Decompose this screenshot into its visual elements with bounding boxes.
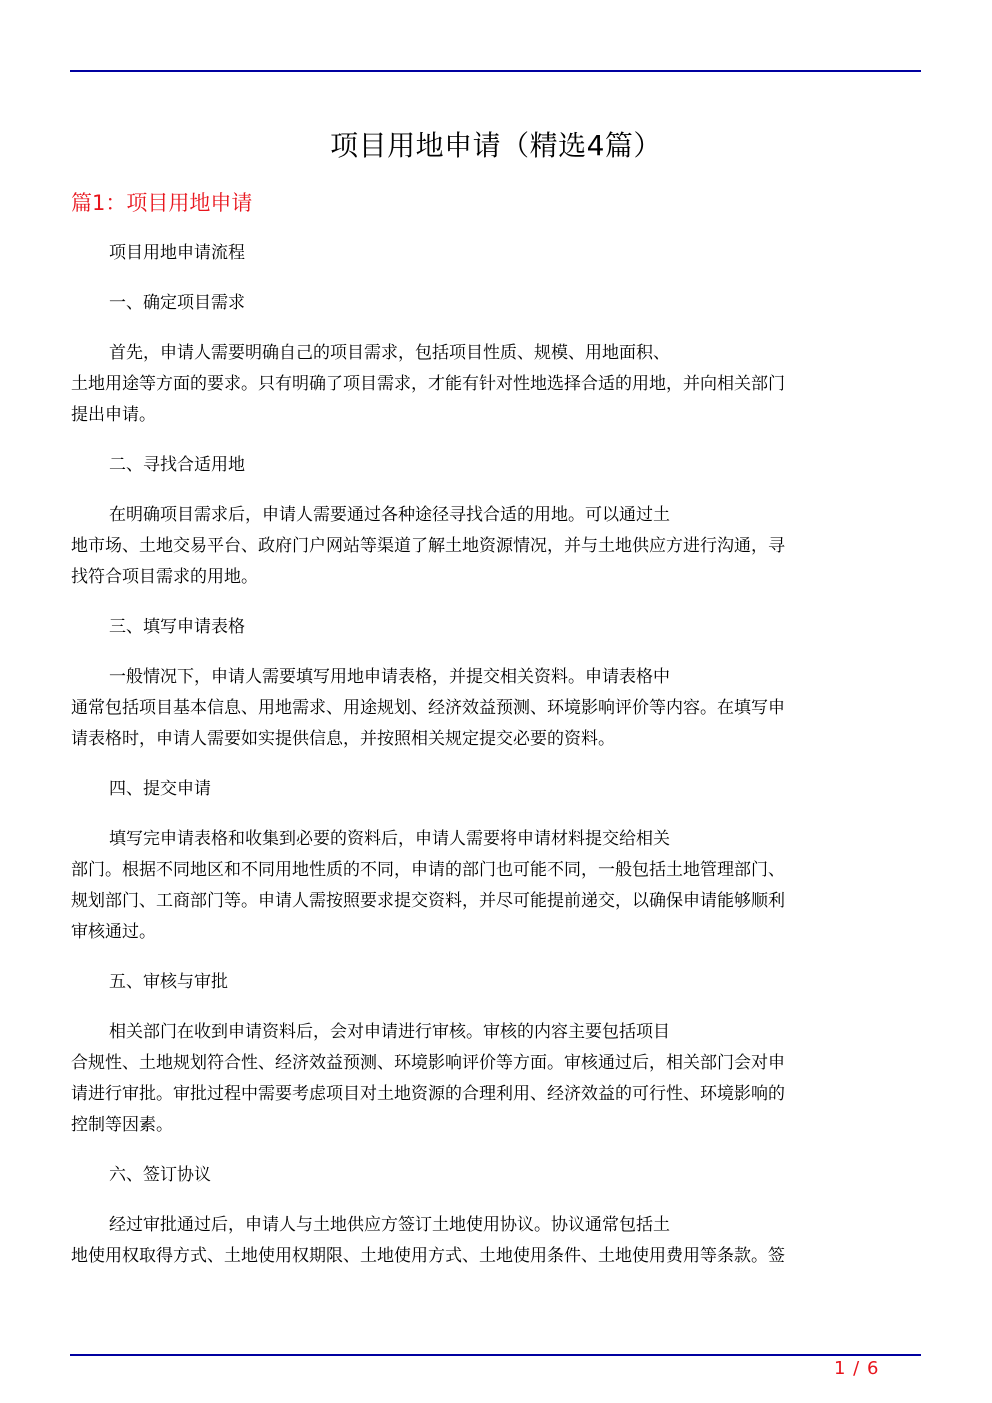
step-heading: 一、确定项目需求 — [109, 293, 245, 313]
step-paragraph — [71, 824, 916, 948]
section-heading: 篇1：项目用地申请 — [71, 191, 253, 215]
paragraph-line: 首先，申请人需要明确自己的项目需求，包括项目性质、规模、用地面积、 — [109, 343, 670, 363]
paragraph-line: 相关部门在收到申请资料后，会对申请进行审核。审核的内容主要包括项目 — [109, 1022, 670, 1042]
page-number: 1 / 6 — [834, 1358, 880, 1379]
paragraph-line: 经过审批通过后，申请人与土地供应方签订土地使用协议。协议通常包括土 — [109, 1215, 670, 1235]
step-paragraph — [71, 662, 916, 755]
step-paragraph — [71, 500, 916, 593]
paragraph-line: 地市场、土地交易平台、政府门户网站等渠道了解土地资源情况，并与土地供应方进行沟通，寻 — [71, 536, 785, 556]
paragraph-line: 规划部门、工商部门等。申请人需按照要求提交资料，并尽可能提前递交，以确保申请能够顺利 — [71, 891, 785, 911]
step-heading: 四、提交申请 — [109, 779, 211, 799]
step-paragraph — [71, 1017, 916, 1141]
header-rule — [70, 70, 921, 72]
paragraph-line: 请进行审批。审批过程中需要考虑项目对土地资源的合理利用、经济效益的可行性、环境影响的 — [71, 1084, 785, 1104]
paragraph-line: 合规性、土地规划符合性、经济效益预测、环境影响评价等方面。审核通过后，相关部门会对申 — [71, 1053, 785, 1073]
step-paragraph — [71, 338, 916, 431]
paragraph-line: 填写完申请表格和收集到必要的资料后，申请人需要将申请材料提交给相关 — [109, 829, 670, 849]
paragraph-line: 通常包括项目基本信息、用地需求、用途规划、经济效益预测、环境影响评价等内容。在填写申 — [71, 698, 785, 718]
footer-rule — [70, 1354, 921, 1356]
step-heading: 六、签订协议 — [109, 1165, 211, 1185]
paragraph-line: 部门。根据不同地区和不同用地性质的不同，申请的部门也可能不同，一般包括土地管理部门、 — [71, 860, 785, 880]
step-heading: 三、填写申请表格 — [109, 617, 245, 637]
paragraph-line: 提出申请。 — [71, 405, 156, 425]
step-heading: 五、审核与审批 — [109, 972, 228, 992]
paragraph-line: 请表格时，申请人需要如实提供信息，并按照相关规定提交必要的资料。 — [71, 729, 615, 749]
paragraph-line: 在明确项目需求后，申请人需要通过各种途径寻找合适的用地。可以通过土 — [109, 505, 670, 525]
step-heading: 二、寻找合适用地 — [109, 455, 245, 475]
paragraph-line: 一般情况下，申请人需要填写用地申请表格，并提交相关资料。申请表格中 — [109, 667, 670, 687]
paragraph-line: 控制等因素。 — [71, 1115, 173, 1135]
document-title: 项目用地申请（精选4篇） — [330, 129, 662, 162]
step-paragraph — [71, 1210, 916, 1272]
paragraph-line: 找符合项目需求的用地。 — [71, 567, 258, 587]
document-body — [71, 238, 916, 1291]
paragraph-line: 审核通过。 — [71, 922, 156, 942]
paragraph-line: 土地用途等方面的要求。只有明确了项目需求，才能有针对性地选择合适的用地，并向相关部门 — [71, 374, 785, 394]
paragraph-line: 地使用权取得方式、土地使用权期限、土地使用方式、土地使用条件、土地使用费用等条款。签 — [71, 1246, 785, 1266]
intro-line: 项目用地申请流程 — [109, 243, 245, 263]
